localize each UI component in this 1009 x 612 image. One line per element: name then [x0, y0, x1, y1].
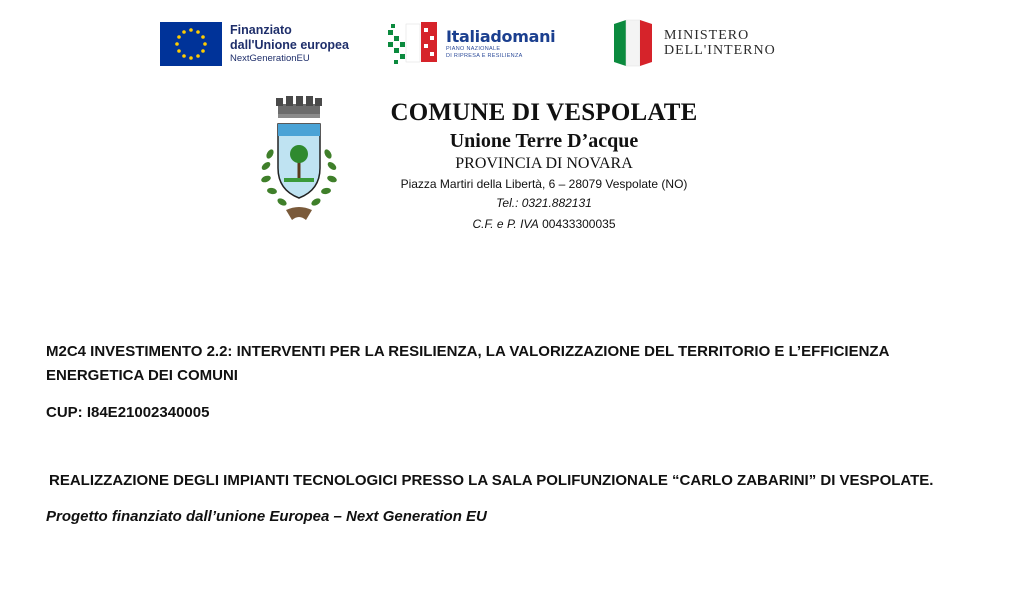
italiadomani-brand-b: domani [490, 27, 556, 47]
comune-tax-id-value: 00433300035 [542, 217, 616, 231]
comune-tax-id [380, 214, 708, 235]
funding-note: Progetto finanziato dall’unione Europea – Next Generation EU [46, 508, 487, 525]
cup-code: CUP: I84E21002340005 [46, 404, 210, 421]
italiadomani-subtitle-1: PIANO NAZIONALE [446, 46, 501, 53]
comune-tax-id-label: C.F. e P. IVA [472, 217, 539, 231]
investment-title: M2C4 INVESTIMENTO 2.2: INTERVENTI PER LA RESILIENZA, LA VALORIZZAZIONE DEL TERRITORIO E L’EFFICIENZA ENERGETICA DEI COMUNI [46, 343, 889, 384]
ministero-logo [612, 18, 776, 68]
eu-logo-line3: NextGenerationEU [230, 52, 310, 64]
ministero-line1: MINISTERO [664, 27, 750, 43]
italiadomani-wordmark [446, 27, 555, 46]
work-description: REALIZZAZIONE DEGLI IMPIANTI TECNOLOGICI PRESSO LA SALA POLIFUNZIONALE “CARLO ZABARINI” DI VESPOLATE. [49, 472, 934, 489]
logo-strip [0, 0, 1009, 80]
comune-header [380, 98, 708, 235]
comune-address: Piazza Martiri della Libertà, 6 – 28079 Vespolate (NO) [400, 177, 688, 191]
italiadomani-brand-a: Italia [446, 27, 491, 47]
comune-province: PROVINCIA DI NOVARA [455, 155, 633, 172]
italiadomani-subtitle-2: DI RIPRESA E RESILIENZA [446, 52, 523, 59]
coat-of-arms-icon [250, 94, 348, 226]
ministero-line2: DELL'INTERNO [664, 43, 776, 58]
eu-flag-icon [160, 22, 222, 66]
eu-logo-line1: Finanziato [230, 23, 292, 38]
comune-telephone: Tel.: 0321.882131 [496, 196, 592, 210]
italian-flag-icon [612, 18, 654, 68]
comune-union: Unione Terre D’acque [449, 130, 639, 152]
eu-funding-logo [160, 22, 349, 66]
eu-logo-line2: dall'Unione europea [230, 37, 349, 52]
italiadomani-mark-icon [388, 20, 442, 66]
document-body [46, 340, 966, 528]
italiadomani-logo [388, 20, 555, 66]
comune-name: COMUNE DI VESPOLATE [390, 99, 698, 126]
